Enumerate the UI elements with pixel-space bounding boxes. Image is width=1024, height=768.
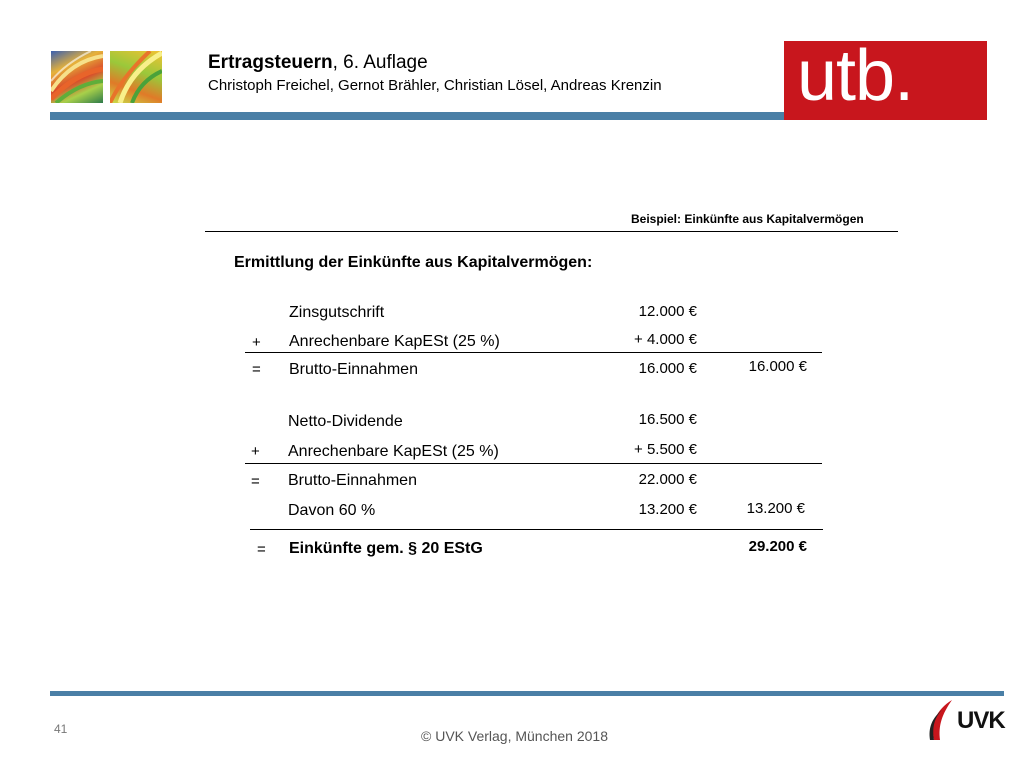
book-authors: Christoph Freichel, Gernot Brähler, Christian Lösel, Andreas Krenzin [208, 77, 662, 94]
result-line [250, 529, 823, 530]
example-caption: Beispiel: Einkünfte aus Kapitalvermögen [631, 212, 864, 226]
result-total: 29.200 € [748, 538, 807, 555]
footer-divider [50, 691, 1004, 696]
row-value: 22.000 € [638, 471, 697, 488]
cover-art-icon [110, 51, 162, 103]
utb-logo-text: utb. [797, 36, 914, 116]
book-cover-image [51, 51, 103, 103]
row-value: 16.000 € [638, 360, 697, 377]
row-label: Brutto-Einnahmen [288, 472, 417, 489]
copyright-notice: © UVK Verlag, München 2018 [421, 728, 608, 744]
plus-sign: + [252, 334, 261, 351]
row-label: Brutto-Einnahmen [289, 361, 418, 378]
caption-divider [205, 231, 898, 232]
row-value: 13.200 € [638, 501, 697, 518]
row-total: 16.000 € [748, 358, 807, 375]
result-label: Einkünfte gem. § 20 EStG [289, 540, 483, 557]
sum-line [245, 463, 822, 464]
row-label: Zinsgutschrift [289, 304, 385, 321]
plus-sign: + [251, 443, 260, 460]
section-heading: Ermittlung der Einkünfte aus Kapitalvermögen: [234, 254, 593, 271]
row-label: Davon 60 % [288, 502, 376, 519]
row-value: + 5.500 € [634, 441, 697, 458]
book-cover-image [110, 51, 162, 103]
cover-art-icon [51, 51, 103, 103]
row-value: 16.500 € [638, 411, 697, 428]
row-value: 12.000 € [638, 303, 697, 320]
book-title-main: Ertragsteuern [208, 52, 333, 73]
sum-line [245, 352, 822, 353]
row-total: 13.200 € [746, 500, 805, 517]
book-title [208, 52, 428, 74]
row-value: + 4.000 € [634, 331, 697, 348]
uvk-logo-icon [928, 700, 956, 740]
page-number: 41 [54, 722, 68, 736]
book-title-edition: , 6. Auflage [332, 52, 428, 73]
uvk-logo-text: UVK [957, 707, 1005, 734]
row-label: Anrechenbare KapESt (25 %) [289, 333, 500, 350]
row-label: Netto-Dividende [288, 413, 403, 430]
equals-sign: = [257, 541, 266, 558]
row-label: Anrechenbare KapESt (25 %) [288, 443, 499, 460]
header-divider [50, 112, 850, 120]
equals-sign: = [251, 473, 260, 490]
equals-sign: = [252, 361, 261, 378]
